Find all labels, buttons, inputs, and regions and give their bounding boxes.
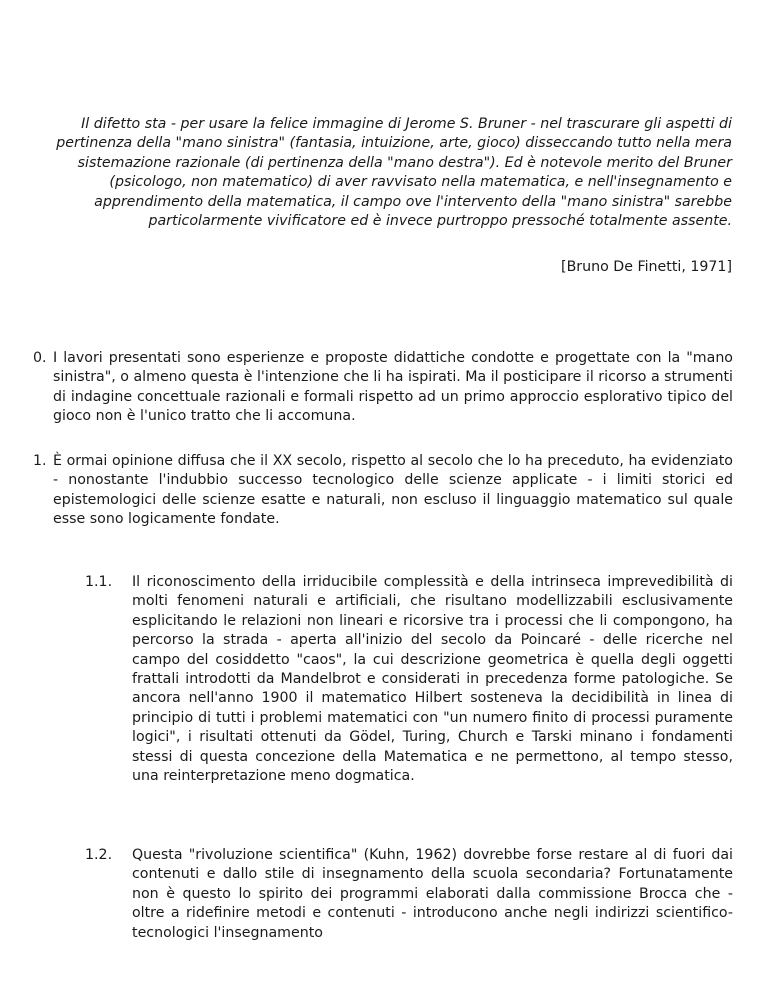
- paragraph-number: 1.2.: [85, 847, 113, 863]
- paragraph-1-2: [85, 846, 733, 943]
- paragraph-number: 1.: [33, 453, 47, 469]
- paragraph-text: Il riconoscimento della irriducibile complessità e della intrinseca imprevedibilità di molti fenomeni naturali e artificiali, che risultano modellizzabili esclusivamente esplicitando le relazioni non lineari e ricorsive tra i processi che li compongono, ha percorso la strada - aperta all'inizio del secolo da Poincaré - delle ricerche nel campo del cosiddetto "caos", la cui descrizione geometrica è quella degli oggetti frattali introdotti da Mandelbrot e considerati in precedenza forme patologiche. Se ancora nell'anno 1900 il matematico Hilbert sosteneva la decidibilità in linea di principio di tutti i problemi matematici con "un numero finito di processi puramente logici", i risultati ottenuti da Gödel, Turing, Church e Tarski minano i fondamenti stessi di questa concezione della Matematica e ne permettono, al tempo stesso, una reinterpretazione meno dogmatica.: [132, 574, 733, 785]
- paragraph-1: [33, 452, 733, 530]
- paragraph-1-1: [85, 573, 733, 786]
- paragraph-number: 1.1.: [85, 574, 113, 590]
- paragraph-text: I lavori presentati sono esperienze e proposte didattiche condotte e progettate con la "mano sinistra", o almeno questa è l'intenzione che li ha ispirati. Ma il posticipare il ricorso a strumenti di indagine concettuale razionali e formali rispetto ad un primo approccio esplorativo tipico del gioco non è l'unico tratto che li accomuna.: [53, 350, 733, 425]
- paragraph-text: È ormai opinione diffusa che il XX secolo, rispetto al secolo che lo ha preceduto, ha evidenziato - nonostante l'indubbio successo tecnologico delle scienze applicate - i limiti storici ed epistemologici delle scienze esatte e naturali, non escluso il linguaggio matematico sul quale esse sono logicamente fondate.: [53, 453, 733, 528]
- paragraph-text: Questa "rivoluzione scientifica" (Kuhn, 1962) dovrebbe forse restare al di fuori dai contenuti e dallo stile di insegnamento della scuola secondaria? Fortunatamente non è questo lo spirito dei programmi elaborati dalla commissione Brocca che - oltre a ridefinire metodi e contenuti - introducono anche negli indirizzi scientifico-tecnologici l'insegnamento: [132, 847, 733, 941]
- paragraph-0: [33, 349, 733, 427]
- paragraph-number: 0.: [33, 350, 47, 366]
- epigraph-attribution: [Bruno De Finetti, 1971]: [561, 259, 732, 275]
- epigraph-quote: Il difetto sta - per usare la felice immagine di Jerome S. Bruner - nel trascurare gli aspetti di pertinenza della "mano sinistra" (fantasia, intuizione, arte, gioco) disseccando tutto nella mera sistemazione razionale (di pertinenza della "mano destra"). Ed è notevole merito del Bruner (psicologo, non matematico) di aver ravvisato nella matematica, e nell'insegnamento e apprendimento della matematica, il campo ove l'intervento della "mano sinistra" sarebbe particolarmente vivificatore ed è invece purtroppo pressoché totalmente assente.: [56, 116, 732, 230]
